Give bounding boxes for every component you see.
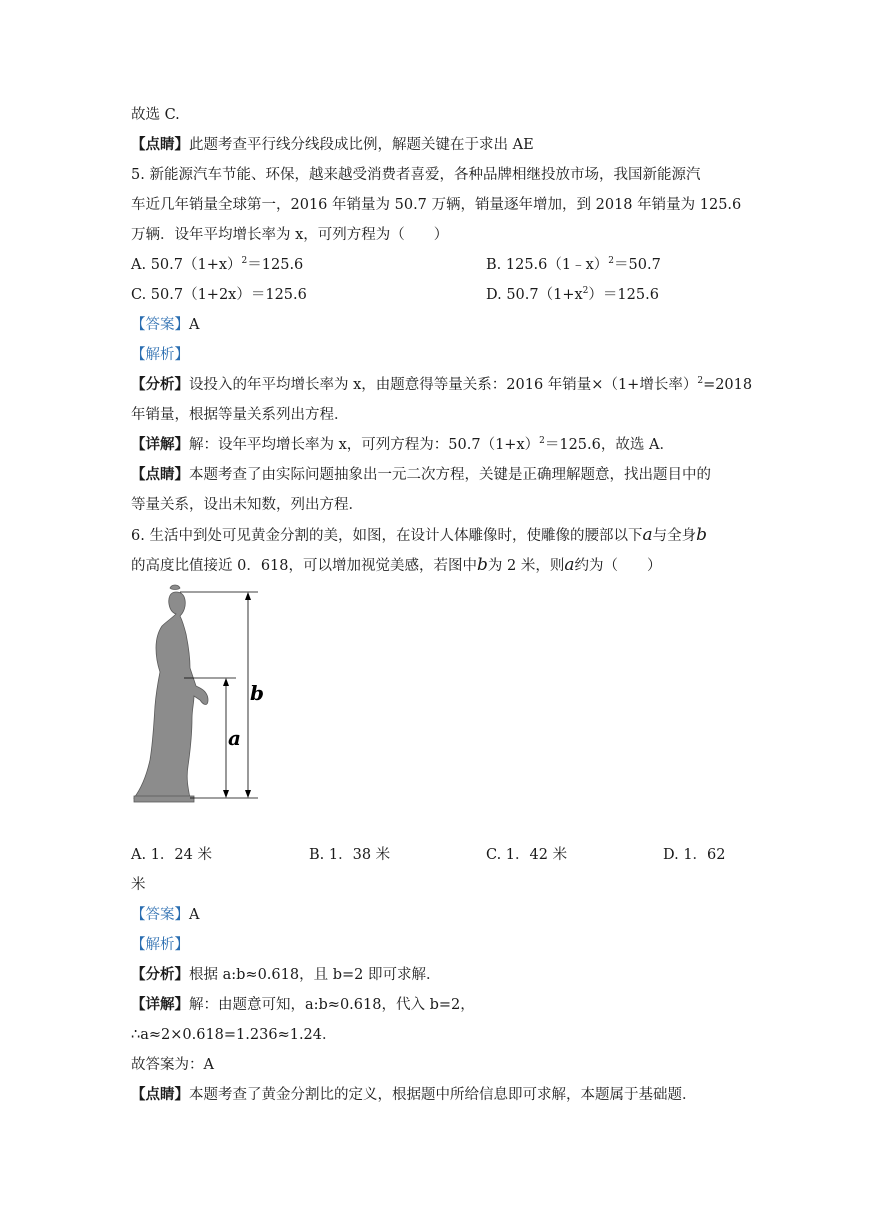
q5-fenxi-line-2: 年销量，根据等量关系列出方程． (131, 407, 349, 423)
label-b: b (250, 681, 264, 705)
statue-silhouette (134, 585, 208, 802)
q5-jiexi: 【解析】 (131, 347, 189, 363)
arrow-a-top-icon (223, 678, 229, 686)
q5-option-b: B. 125.6（1﹣x）$^2$＝50.7 (486, 256, 661, 273)
statue-diagram (128, 582, 278, 808)
q5-dianjing-line-1: 【点睛】本题考查了由实际问题抽象出一元二次方程，关键是正确理解题意，找出题目中的 (131, 466, 711, 483)
q6-calculation: ∴a≈2×0.618=1.236≈1.24． (131, 1027, 337, 1043)
prev-dianjing-line: 【点睛】此题考查平行线分线段成比例，解题关键在于求出 AE (131, 136, 534, 153)
question-5-line-2: 车近几年销量全球第一，2016 年销量为 50.7 万辆，销量逐年增加，到 2018 年销量为 125.6 (131, 197, 742, 213)
statue-figure (128, 582, 278, 808)
arrow-a-bottom-icon (223, 790, 229, 798)
q6-option-c: C. 1．42 米 (486, 847, 568, 863)
q5-answer: 【答案】A (131, 317, 200, 333)
question-5-line-1: 5. 新能源汽车节能、环保，越来越受消费者喜爱，各种品牌相继投放市场，我国新能源汽 (131, 167, 701, 183)
question-6-line-1: 6. 生活中到处可见黄金分割的美，如图，在设计人体雕像时，使雕像的腰部以下a与全身b (131, 525, 707, 545)
q6-option-b: B. 1．38 米 (309, 847, 391, 863)
q6-jiexi: 【解析】 (131, 937, 189, 953)
q5-fenxi-line-1: 【分析】设投入的年平均增长率为 x，由题意得等量关系：2016 年销量×（1+增长率）$^2$=2018 (131, 376, 753, 393)
q6-answer: 【答案】A (131, 907, 200, 923)
q5-xiangjie: 【详解】解：设年平均增长率为 x，可列方程为：$50.7(1+x)^2=125.6$，故选 A． (131, 436, 674, 453)
arrow-b-bottom-icon (245, 790, 251, 798)
question-5-line-3: 万辆．设年平均增长率为 x，可列方程为（ ） (131, 227, 449, 243)
q6-final-answer: 故答案为：A (131, 1057, 214, 1073)
q5-option-c: C. 50.7（1+2x）＝125.6 (131, 287, 307, 303)
q6-option-d-continued: 米 (131, 877, 146, 893)
prev-answer-line: 故选 C. (131, 107, 180, 123)
q6-xiangjie: 【详解】解：由题意可知，a:b≈0.618，代入 b=2， (131, 996, 475, 1013)
question-6-line-2: 的高度比值接近 0．618，可以增加视觉美感，若图中b为 2 米，则a约为（ ） (131, 555, 662, 575)
q6-fenxi: 【分析】根据 a:b≈0.618，且 b=2 即可求解． (131, 966, 441, 983)
q6-option-a: A. 1．24 米 (131, 847, 212, 863)
q5-option-d: D. $50.7(1+x^2)=125.6$ (486, 286, 659, 303)
label-a: a (228, 726, 241, 750)
q5-dianjing-line-2: 等量关系，设出未知数，列出方程． (131, 497, 363, 513)
q5-option-a: A. $50.7(1+x)^2=125.6$ (131, 256, 304, 273)
arrow-b-top-icon (245, 592, 251, 600)
q6-dianjing: 【点睛】本题考查了黄金分割比的定义，根据题中所给信息即可求解，本题属于基础题． (131, 1086, 697, 1103)
q6-option-d: D. 1．62 (663, 847, 726, 863)
